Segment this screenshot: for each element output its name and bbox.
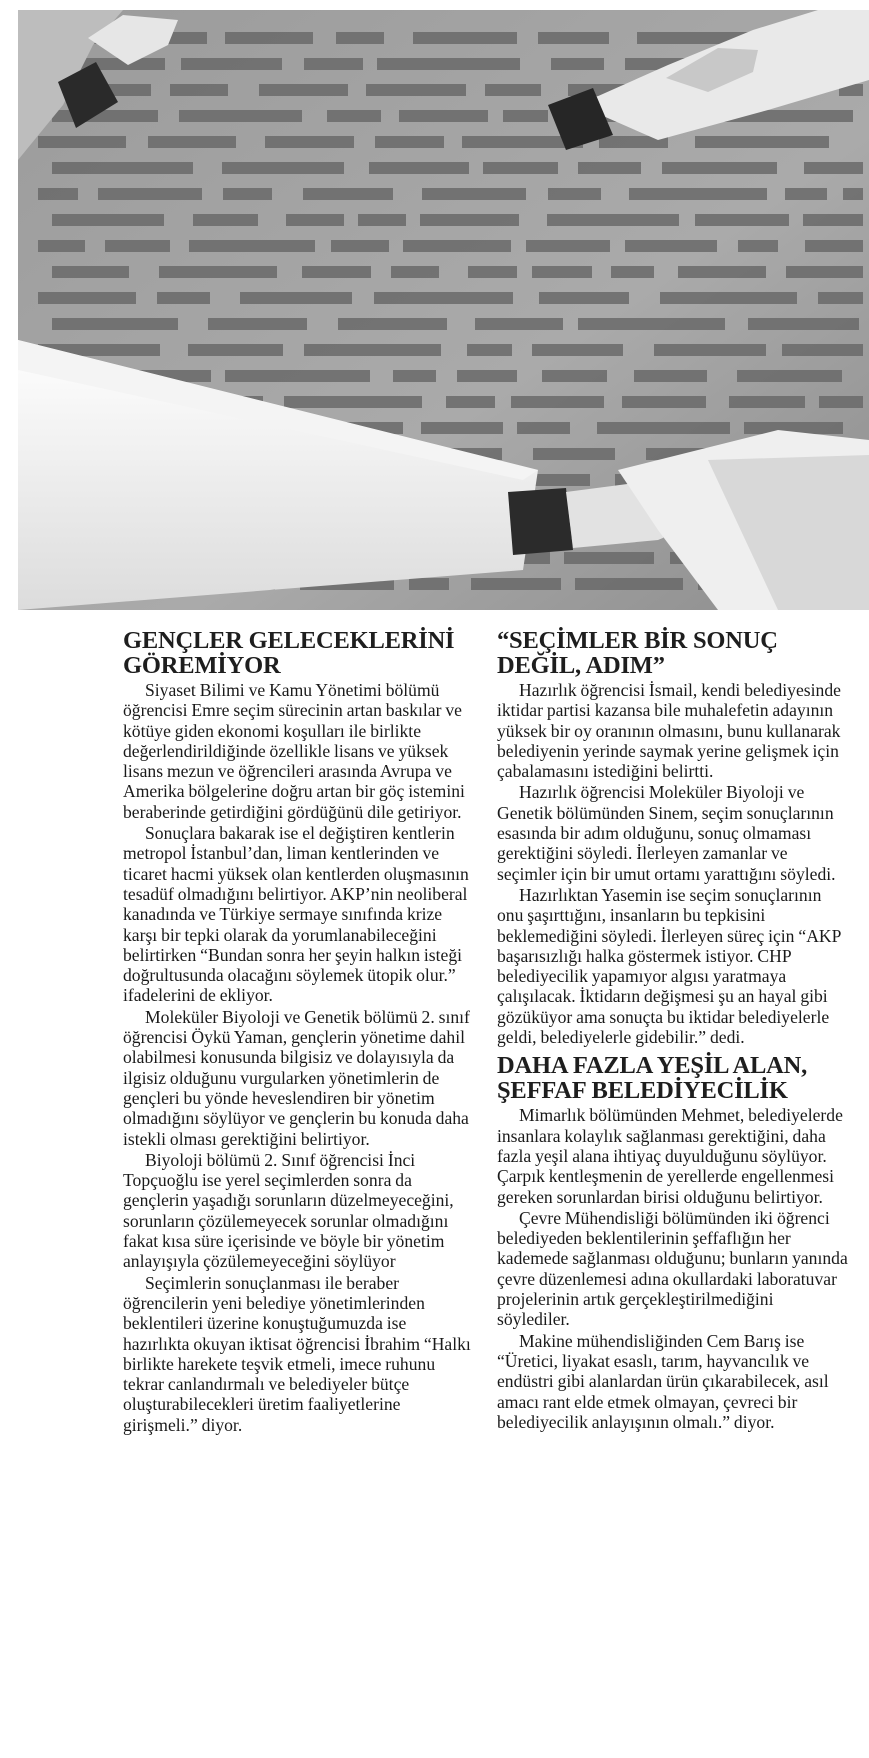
ballot-dash [843, 188, 863, 200]
ballot-dash [179, 110, 302, 122]
ballot-dash [188, 344, 283, 356]
ballot-dash [421, 422, 503, 434]
ballot-dash [786, 266, 863, 278]
ballot-dash [189, 240, 315, 252]
ballot-dash [785, 188, 827, 200]
paragraph: Mimarlık bölümünden Mehmet, belediyelerde insanlara kolaylık sağlanması gerektiğini, daha fazla yeşil alana ihtiyaç duyulduğunu söylüyor. Çarpık kentleşmenin de yerellerde engellenmesi gereken sorunlardan birisi olduğunu belirtiyor. [497, 1105, 843, 1207]
paragraph: Moleküler Biyoloji ve Genetik bölümü 2. sınıf öğrencisi Öykü Yaman, gençlerin yönetime dahil olabilmesi konusunda bilgisiz ve dolayısıyla da ilgisiz olduğunu vurgularken yönetimlerin de gençleri bu yönde heveslendiren bir yönetim olmadığını söylüyor ve gençlerin bu konuda daha istekli olması gerektiğini belirtiyor. [123, 1006, 470, 1149]
ballot-dash [575, 578, 683, 590]
ballot-dash [240, 292, 352, 304]
ballot-dash [695, 214, 789, 226]
ballot-dash [38, 240, 85, 252]
ballot-dash [409, 578, 449, 590]
paragraph: Makine mühendisliğinden Cem Barış ise “Üretici, liyakat esaslı, tarım, hayvancılık ve endüstri gibi alanlardan ürün çıkarabilecek, asıl amacı rant elde etmek olmayan, çevreci bir belediyecilik anlayışının olmalı.” diyor. [497, 1330, 829, 1432]
ballot-dash [148, 136, 236, 148]
ballot-dash [391, 266, 439, 278]
ballot-dash [413, 32, 517, 44]
hero-illustration [18, 10, 869, 610]
ballot-dash [625, 240, 717, 252]
ballot-dash [483, 162, 558, 174]
ballot-dash [303, 188, 393, 200]
ballot-dash [457, 370, 517, 382]
ballot-dash [358, 214, 406, 226]
paragraph: Siyaset Bilimi ve Kamu Yönetimi bölümü öğrencisi Emre seçim sürecinin artan baskılar ve kötüye giden ekonomi koşulları ile birlikte değerlendirildiğinde özellikle lisans ve yüksek lisans mezun ve öğrencileri arasında Avrupa ve Amerika bölgelerine doğru artan bir göç istemini beraberinde getirdiğini gördüğünü dile getiriyor. [123, 680, 465, 822]
paragraph: Hazırlık öğrencisi Moleküler Biyoloji ve Genetik bölümünden Sinem, seçim sonuçlarının esasında bir adım olduğunu, sonuç olmaması gerektiğini söyledi. İlerleyen zamanlar ve seçimler için bir umut ortamı yarattığını söyledi. [497, 782, 836, 884]
ballot-dash [304, 344, 441, 356]
ballot-dash [526, 240, 610, 252]
ballot-dash [222, 162, 344, 174]
ballot-dash [819, 396, 863, 408]
ballot-dash [654, 344, 766, 356]
ballot-dash [485, 84, 541, 96]
ballot-dash [805, 240, 863, 252]
ballot-dash [304, 58, 363, 70]
ballot-dash [695, 136, 829, 148]
ballot-dash [420, 214, 519, 226]
ballot-dash [517, 422, 570, 434]
ballot-dash [475, 318, 563, 330]
ballot-dash [542, 370, 607, 382]
ballot-dash [366, 84, 466, 96]
ballot-dash [38, 292, 136, 304]
ballot-dash [193, 214, 258, 226]
ballot-dash [225, 370, 370, 382]
ballot-dash [369, 162, 469, 174]
ballot-dash [467, 344, 512, 356]
ballot-dash [52, 214, 164, 226]
ballot-dash [286, 214, 344, 226]
ballot-dash [471, 578, 561, 590]
paragraph: Seçimlerin sonuçlanması ile beraber öğrencilerin yeni belediye yönetimlerinden beklentileri üzerine konuştuğumuzda ise hazırlıkta okuyan iktisat öğrencisi İbrahim “Halkı birlikte harekete teşvik etmeli, imece ruhunu tekrar canlandırmalı ve belediyeler bütçe oluşturabilecekleri üretim faaliyetlerine girişmeli.” diyor. [123, 1272, 471, 1435]
ballot-dash [660, 292, 797, 304]
ballot-dash [259, 84, 348, 96]
ballot-dash [748, 318, 859, 330]
ballot-dash [422, 188, 526, 200]
ballot-dash [159, 266, 277, 278]
ballot-dash [564, 552, 654, 564]
ballot-dash [804, 162, 863, 174]
ballot-dash [181, 58, 282, 70]
ballot-dash [597, 422, 730, 434]
ballot-dash [157, 292, 210, 304]
ballot-dash [547, 214, 679, 226]
ballot-dash [622, 396, 706, 408]
ballot-dash [225, 32, 313, 44]
ballot-dash [208, 318, 307, 330]
paragraph: Hazırlıktan Yasemin ise seçim sonuçlarının onu şaşırttığını, insanların bu tepkisini beklemediğini söyledi. İlerleyen süreç için “AKP başarısızlığı halka göstermek istiyor. CHP belediyecilik yapamıyor algısı yaratmaya çalışılacak. İktidarın değişmesi şu an hayal gibi gözüküyor ama sonuçta bu iktidar belediyelerle geldi, belediyelerle gidebilir.” dedi. [497, 884, 841, 1048]
section-heading-elections: “SEÇİMLER BİR SONUÇ DEĞİL, ADIM” [497, 627, 778, 679]
ballot-dash [265, 136, 354, 148]
ballot-dash [818, 292, 863, 304]
ballot-dash [634, 370, 707, 382]
ballot-dash [105, 240, 170, 252]
ballot-dash [532, 266, 592, 278]
ballot-dash [511, 396, 604, 408]
section-heading-youth: GENÇLER GELECEKLERİNİ GÖREMİYOR [123, 627, 455, 679]
section-heading-green-space: DAHA FAZLA YEŞİL ALAN, ŞEFFAF BELEDİYECİLİK [497, 1052, 808, 1105]
ballot-dash [393, 370, 436, 382]
ballot-dash [578, 318, 725, 330]
ballot-dash [678, 266, 766, 278]
ballot-dash [302, 266, 371, 278]
paragraph: Hazırlık öğrencisi İsmail, kendi belediyesinde iktidar partisi kazansa bile muhalefetin adayının yüksek bir oy oranının olmasını, bunu kullanarak belediyenin yerinde saymak yerine gelişmek için çabalamasını istediğini belirtti. [497, 680, 841, 782]
ballot-dash [327, 110, 381, 122]
ballot-dash [223, 188, 272, 200]
ballot-dash [738, 240, 778, 252]
ballot-dash [729, 396, 805, 408]
ballot-dash [538, 32, 609, 44]
paragraph: Çevre Mühendisliği bölümünden iki öğrenci belediyeden beklentilerinin şeffaflığın her kademede sağlanması olduğunu; bunların yanında çevre düzenlemesi adına okullardaki laboratuvar projelerinin artık gerçekleştirilmediğini söylediler. [497, 1207, 848, 1330]
ballot-dash [532, 344, 623, 356]
ballot-dash [446, 396, 495, 408]
ballot-dash [803, 214, 863, 226]
ballot-dash [539, 292, 629, 304]
ballot-dash [374, 292, 513, 304]
ballot-dash [38, 188, 78, 200]
ballot-dash [52, 266, 129, 278]
ballot-dash [782, 344, 863, 356]
ballot-dash [52, 110, 158, 122]
ballot-dash [331, 240, 389, 252]
ballot-dash [737, 370, 842, 382]
ballot-dash [578, 162, 641, 174]
article-column-left [123, 628, 475, 1435]
ballot-dash [52, 318, 178, 330]
ballot-dash [98, 188, 202, 200]
ballot-dash [548, 188, 601, 200]
ballot-dash [336, 32, 384, 44]
ballot-dash [662, 162, 777, 174]
paragraph: Sonuçlara bakarak ise el değiştiren kentlerin metropol İstanbul’dan, liman kentlerinden ve ticaret hacmi yüksek olan kentlerden oluşmasının tesadüf olmadığını belirtiyor. AKP’nin neoliberal kanadında ve Türkiye sermaye sınıfında krize karşı bir tepki olarak da yorumlanabileceğini belirtirken “Bundan sonra her şeyin halkın isteği doğrultusunda olacağını söylemek ütopik olur.” ifadelerini de ekliyor. [123, 823, 469, 1006]
ballot-dash [468, 266, 517, 278]
ballot-dash [503, 110, 548, 122]
article-column-right [497, 628, 848, 1432]
ballot-dash [629, 188, 767, 200]
ballot-dash [611, 266, 654, 278]
ballot-dash [551, 58, 604, 70]
ballot-dash [38, 136, 126, 148]
ballot-dash [533, 448, 615, 460]
ballot-dash [52, 162, 193, 174]
ballot-dash [399, 110, 488, 122]
ballot-dash [375, 136, 444, 148]
ballot-dash [338, 318, 447, 330]
ballot-dash [403, 240, 511, 252]
ballot-dash [170, 84, 228, 96]
paragraph: Biyoloji bölümü 2. Sınıf öğrencisi İnci Topçuoğlu ise yerel seçimlerden sonra da gençlerin yaşadığı sorunların düzelmeyeceğini, sorunların çözülemeyecek sorunlar olmadığını fakat kısa süre içerisinde ve böyle bir yönetim anlayışıyla çözülemeyeceğini söylüyor [123, 1149, 454, 1272]
ballot-dash [377, 58, 520, 70]
hands-ballot-icon [18, 10, 869, 610]
ballot-dash [284, 396, 422, 408]
